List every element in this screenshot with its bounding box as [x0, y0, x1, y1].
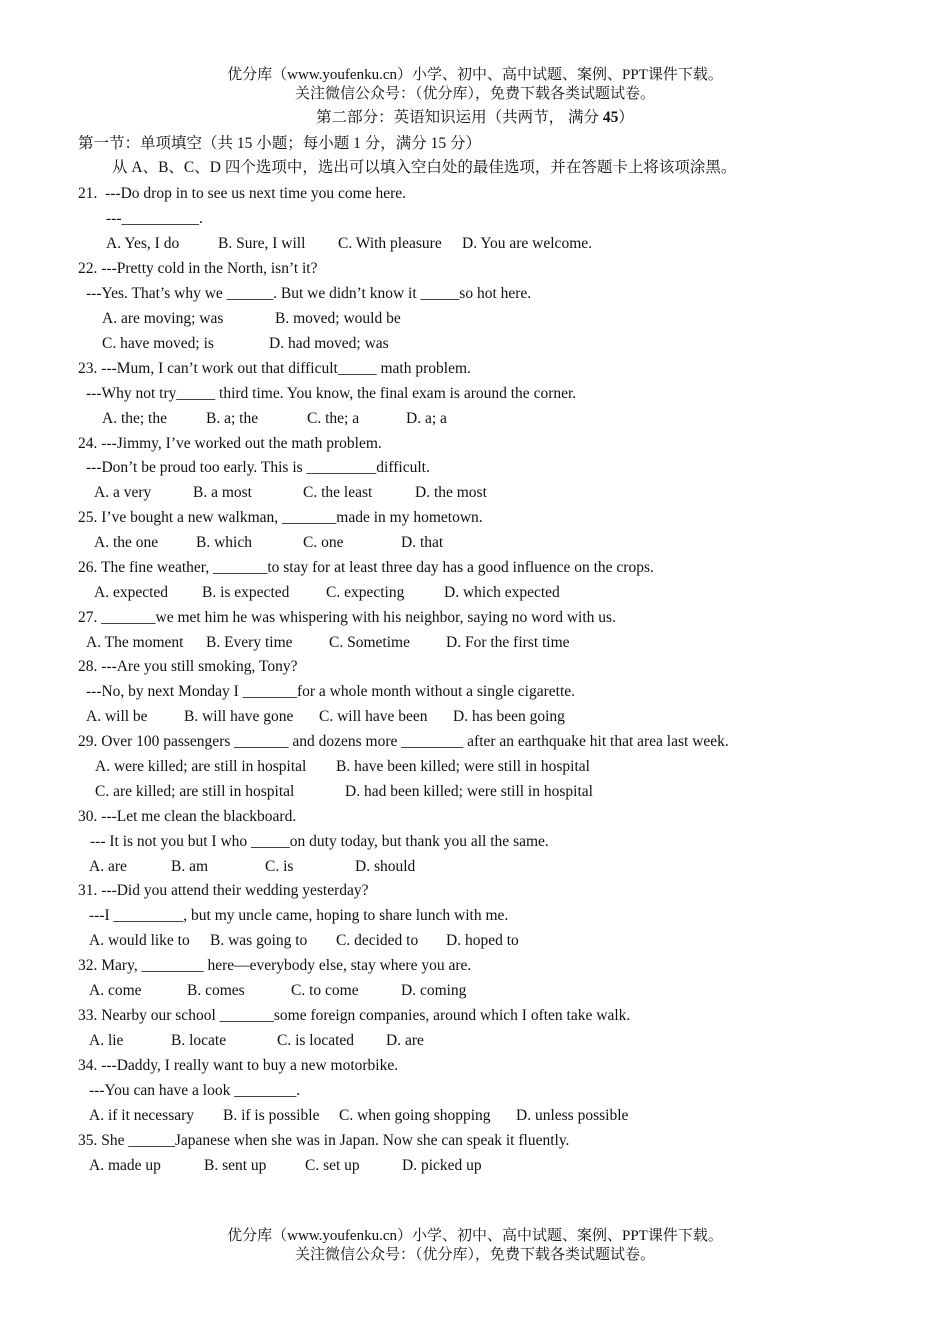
option-a: A. Yes, I do [106, 235, 180, 252]
header-line-2: 关注微信公众号：（优分库），免费下载各类试题试卷。 [294, 86, 655, 102]
option-b: B. will have gone [184, 708, 294, 725]
question-stem: 27. _______we met him he was whispering with his neighbor, saying no word with us. [78, 609, 616, 626]
question-stem: 29. Over 100 passengers _______ and dozens more ________ after an earthquake hit that area last week. [78, 733, 729, 750]
part-title-score: 45 [602, 109, 619, 126]
option-b: B. a; the [206, 410, 259, 427]
part-title-suffix: ） [618, 109, 634, 126]
option-a: A. come [89, 982, 142, 999]
question-stem: 28. ---Are you still smoking, Tony? [78, 658, 298, 675]
question-stem: 25. I’ve bought a new walkman, _______made in my hometown. [78, 509, 483, 526]
option-b: B. was going to [210, 932, 308, 949]
question-reply: ---You can have a look ________. [89, 1082, 301, 1099]
option-a: A. made up [89, 1157, 161, 1174]
footer-line-2: 关注微信公众号：（优分库），免费下载各类试题试卷。 [294, 1247, 655, 1263]
option-c: C. With pleasure [338, 235, 442, 252]
option-d: D. For the first time [446, 634, 570, 651]
option-c: C. when going shopping [339, 1107, 491, 1124]
question-reply: ---Yes. That’s why we ______. But we didn’t know it _____so hot here. [86, 285, 532, 302]
option-b: B. am [171, 858, 209, 875]
option-d: D. coming [401, 982, 467, 999]
question-reply: ---Don’t be proud too early. This is _________difficult. [86, 459, 430, 476]
option-c: C. is [265, 858, 294, 875]
option-d: D. picked up [402, 1157, 482, 1174]
option-b: B. sent up [204, 1157, 267, 1174]
option-a: A. are [89, 858, 127, 875]
section-instruction: 从 A、B、C、D 四个选项中，选出可以填入空白处的最佳选项，并在答题卡上将该项涂黑。 [112, 159, 737, 176]
option-d: D. the most [415, 484, 487, 501]
question-reply: ---__________. [106, 210, 203, 227]
option-a: A. will be [86, 708, 148, 725]
question-stem: 32. Mary, ________ here—everybody else, stay where you are. [78, 957, 472, 974]
option-c: C. expecting [326, 584, 405, 601]
question-stem: 26. The fine weather, _______to stay for at least three day has a good influence on the crops. [78, 559, 654, 576]
question-stem: 23. ---Mum, I can’t work out that difficult_____ math problem. [78, 360, 471, 377]
option-d: D. hoped to [446, 932, 519, 949]
option-b: B. moved; would be [275, 310, 401, 327]
option-c: C. decided to [336, 932, 419, 949]
option-d: D. that [401, 534, 444, 551]
option-d: D. which expected [444, 584, 560, 601]
option-a: A. the; the [102, 410, 167, 427]
option-b: B. comes [187, 982, 245, 999]
question-stem: 35. She ______Japanese when she was in Japan. Now she can speak it fluently. [78, 1132, 570, 1149]
option-c: C. set up [305, 1157, 360, 1174]
part-title-prefix: 第二部分：英语知识运用（共两节， 满分 [316, 109, 603, 126]
option-c: C. the; a [307, 410, 360, 427]
question-reply: ---Why not try_____ third time. You know, the final exam is around the corner. [86, 385, 577, 402]
question-reply: ---No, by next Monday I _______for a whole month without a single cigarette. [86, 683, 575, 700]
option-d: D. had been killed; were still in hospital [345, 783, 593, 800]
option-a: A. a very [94, 484, 152, 501]
option-c: C. one [303, 534, 344, 551]
option-c: C. is located [277, 1032, 355, 1049]
option-c: C. Sometime [329, 634, 410, 651]
question-reply: ---I _________, but my uncle came, hoping to share lunch with me. [89, 907, 509, 924]
option-b: B. locate [171, 1032, 227, 1049]
option-a: A. expected [94, 584, 169, 601]
question-stem: 22. ---Pretty cold in the North, isn’t it? [78, 260, 318, 277]
option-a: A. are moving; was [102, 310, 224, 327]
option-d: D. You are welcome. [462, 235, 593, 252]
option-d: D. had moved; was [269, 335, 389, 352]
option-b: B. which [196, 534, 252, 551]
option-a: A. the one [94, 534, 159, 551]
question-stem: 24. ---Jimmy, I’ve worked out the math problem. [78, 435, 382, 452]
option-a: A. were killed; are still in hospital [95, 758, 307, 775]
footer-line-1: 优分库（www.youfenku.cn）小学、初中、高中试题、案例、PPT课件下载。 [227, 1228, 723, 1244]
question-stem: 31. ---Did you attend their wedding yesterday? [78, 882, 369, 899]
option-c: C. to come [291, 982, 359, 999]
question-stem: 30. ---Let me clean the blackboard. [78, 808, 297, 825]
section-title: 第一节：单项填空（共 15 小题；每小题 1 分，满分 15 分） [78, 135, 482, 152]
part-title [0, 108, 950, 128]
option-b: B. a most [193, 484, 252, 501]
option-c: C. are killed; are still in hospital [95, 783, 295, 800]
option-b: B. have been killed; were still in hospital [336, 758, 590, 775]
option-c: C. will have been [319, 708, 428, 725]
header-line-1: 优分库（www.youfenku.cn）小学、初中、高中试题、案例、PPT课件下载。 [227, 67, 723, 83]
question-stem: 34. ---Daddy, I really want to buy a new motorbike. [78, 1057, 399, 1074]
option-d: D. are [386, 1032, 424, 1049]
option-a: A. if it necessary [89, 1107, 195, 1124]
question-stem: 21. ---Do drop in to see us next time you come here. [78, 185, 406, 202]
option-d: D. a; a [406, 410, 447, 427]
option-d: D. unless possible [516, 1107, 629, 1124]
option-c: C. the least [303, 484, 373, 501]
question-stem: 33. Nearby our school _______some foreign companies, around which I often take walk. [78, 1007, 631, 1024]
option-c: C. have moved; is [102, 335, 214, 352]
option-b: B. Every time [206, 634, 293, 651]
option-d: D. has been going [453, 708, 565, 725]
option-b: B. is expected [202, 584, 290, 601]
option-a: A. The moment [86, 634, 184, 651]
option-a: A. lie [89, 1032, 124, 1049]
question-reply: --- It is not you but I who _____on duty today, but thank you all the same. [90, 833, 549, 850]
option-d: D. should [355, 858, 416, 875]
option-a: A. would like to [89, 932, 190, 949]
option-b: B. Sure, I will [218, 235, 306, 252]
option-b: B. if is possible [223, 1107, 320, 1124]
